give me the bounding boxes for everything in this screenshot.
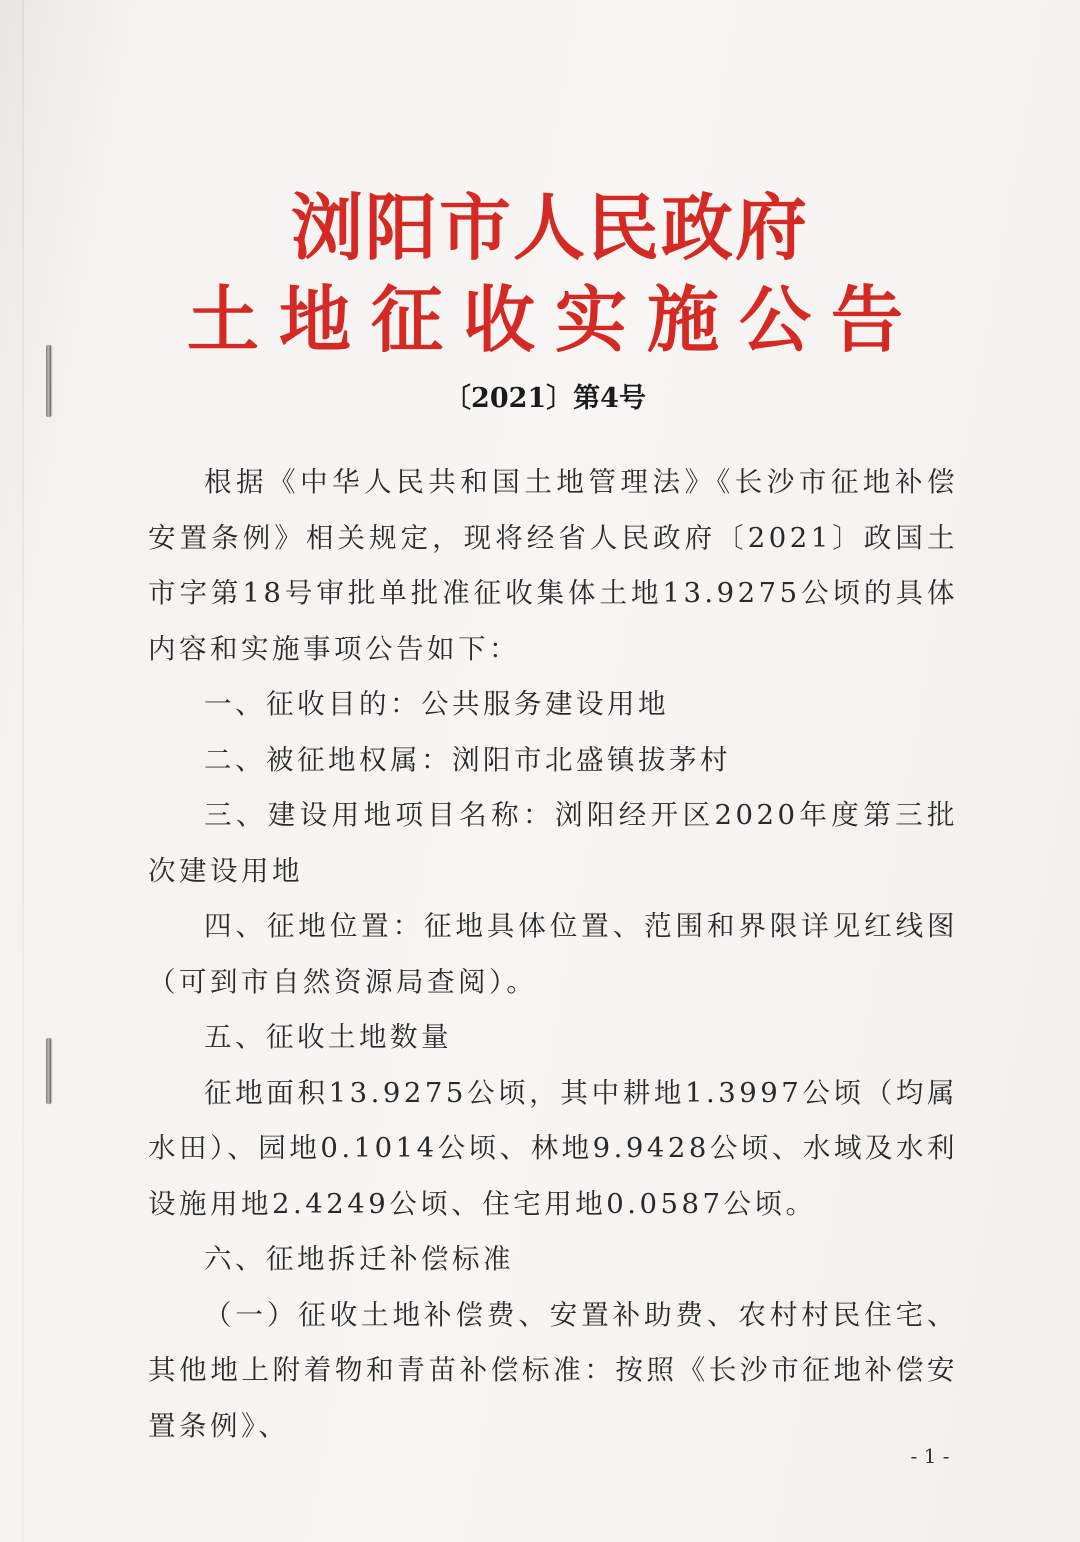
paragraph-quantity-heading: 五、征收土地数量 [204,1021,452,1053]
paragraph-ownership: 二、被征地权属：浏阳市北盛镇拔茅村 [204,743,731,776]
paragraph-project-name: 三、建设用地项目名称：浏阳经开区2020年度第三批次建设用地 [148,799,958,887]
title-notice: 土地征收实施公告 [186,277,923,362]
document-number: 〔2021〕第4号 [444,383,646,414]
paragraph-compensation-detail: （一）征收土地补偿费、安置补助费、农村村民住宅、其他地上附着物和青苗补偿标准：按照《长沙市征地补偿安置条例》、 [148,1298,958,1442]
paragraph-compensation-heading: 六、征地拆迁补偿标准 [204,1243,514,1275]
paragraph-intro: 根据《中华人民共和国土地管理法》《长沙市征地补偿安置条例》相关规定，现将经省人民政府〔2021〕政国土市字第18号审批单批准征收集体土地13.9275公顷的具体内容和实施事项公告如下： [148,466,958,665]
paragraph-location: 四、征地位置：征地具体位置、范围和界限详见红线图（可到市自然资源局查阅）。 [148,910,958,998]
paragraph-purpose: 一、征收目的：公共服务建设用地 [204,688,669,720]
document-body [148,455,958,1454]
paragraph-quantity-detail: 征地面积13.9275公顷，其中耕地1.3997公顷（均属水田）、园地0.1014公顷、林地9.9428公顷、水域及水利设施用地2.4249公顷、住宅用地0.0587公顷。 [148,1076,958,1220]
page-number: - 1 - [910,1444,950,1468]
staple-bottom [46,1038,51,1104]
title-issuer: 浏阳市人民政府 [290,185,809,270]
